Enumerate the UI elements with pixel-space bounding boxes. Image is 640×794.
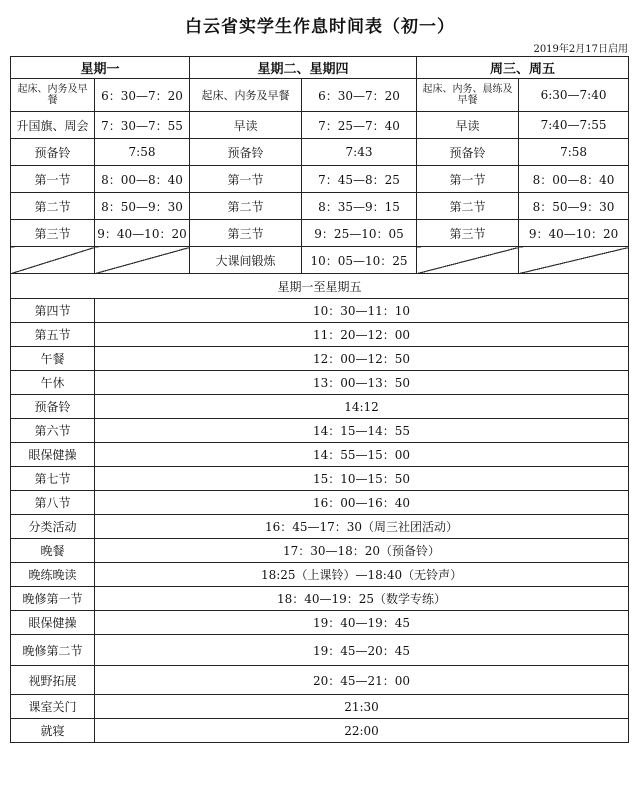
- break-label-cell: 大课间锻炼: [190, 247, 302, 274]
- daily-time-cell: 12：00—12：50: [95, 347, 629, 371]
- daily-time-cell: 19：40—19：45: [95, 611, 629, 635]
- daily-label-cell: 课室关门: [11, 695, 95, 719]
- daily-row: [11, 635, 629, 666]
- daily-row: [11, 467, 629, 491]
- daily-row: [11, 587, 629, 611]
- daily-row: [11, 299, 629, 323]
- daily-time-cell: 14：15—14：55: [95, 419, 629, 443]
- daily-time-cell: 17：30—18：20（预备铃）: [95, 539, 629, 563]
- a-label-cell: 预备铃: [11, 139, 95, 166]
- daily-time-cell: 22:00: [95, 719, 629, 743]
- a-time-cell: 7:58: [95, 139, 190, 166]
- daily-label-cell: 视野拓展: [11, 666, 95, 695]
- a-time-cell: 7：30—7：55: [95, 112, 190, 139]
- daily-row: [11, 347, 629, 371]
- b-label-cell: 预备铃: [190, 139, 302, 166]
- c-time-cell: 8：00—8：40: [519, 166, 629, 193]
- schedule-table: [10, 56, 629, 743]
- c-label-cell: 第二节: [417, 193, 519, 220]
- daily-label-cell: 晚练晚读: [11, 563, 95, 587]
- c-time-cell: 7:40—7:55: [519, 112, 629, 139]
- a-time-cell: 8：50—9：30: [95, 193, 190, 220]
- a-label-cell: 第一节: [11, 166, 95, 193]
- b-label-cell: 第二节: [190, 193, 302, 220]
- b-time-cell: 8：35—9：15: [302, 193, 417, 220]
- empty-cell: [95, 247, 190, 274]
- c-time-cell: 9：40—10：20: [519, 220, 629, 247]
- a-label-cell: 升国旗、周会: [11, 112, 95, 139]
- daily-time-cell: 13：00—13：50: [95, 371, 629, 395]
- a-label-cell: 第二节: [11, 193, 95, 220]
- schedule-row: [11, 139, 629, 166]
- daily-time-cell: 21:30: [95, 695, 629, 719]
- all-week-row: [11, 274, 629, 299]
- c-label-cell: 早读: [417, 112, 519, 139]
- daily-row: [11, 666, 629, 695]
- daily-time-cell: 20：45—21：00: [95, 666, 629, 695]
- daily-row: [11, 611, 629, 635]
- schedule-row: [11, 166, 629, 193]
- b-label-cell: 第三节: [190, 220, 302, 247]
- daily-label-cell: 第八节: [11, 491, 95, 515]
- daily-time-cell: 16：45—17：30（周三社团活动）: [95, 515, 629, 539]
- daily-row: [11, 695, 629, 719]
- daily-time-cell: 16：00—16：40: [95, 491, 629, 515]
- daily-time-cell: 19：45—20：45: [95, 635, 629, 666]
- daily-label-cell: 午休: [11, 371, 95, 395]
- a-time-cell: 8：00—8：40: [95, 166, 190, 193]
- daily-time-cell: 11：20—12：00: [95, 323, 629, 347]
- empty-cell: [519, 247, 629, 274]
- break-time-cell: 10：05—10：25: [302, 247, 417, 274]
- empty-cell: [417, 247, 519, 274]
- a-label-cell: 第三节: [11, 220, 95, 247]
- effective-date: 2019年2月17日启用: [533, 44, 628, 55]
- daily-row: [11, 395, 629, 419]
- daily-label-cell: 预备铃: [11, 395, 95, 419]
- daily-row: [11, 491, 629, 515]
- daily-label-cell: 眼保健操: [11, 611, 95, 635]
- a-time-cell: 6：30—7：20: [95, 79, 190, 112]
- daily-time-cell: 14:12: [95, 395, 629, 419]
- schedule-row: [11, 193, 629, 220]
- daily-label-cell: 晚修第二节: [11, 635, 95, 666]
- c-label-cell: 起床、内务、晨练及早餐: [417, 79, 519, 112]
- empty-cell: [11, 247, 95, 274]
- daily-label-cell: 晚修第一节: [11, 587, 95, 611]
- b-time-cell: 7:43: [302, 139, 417, 166]
- daily-label-cell: 就寝: [11, 719, 95, 743]
- daily-label-cell: 眼保健操: [11, 443, 95, 467]
- daily-row: [11, 419, 629, 443]
- c-time-cell: 7:58: [519, 139, 629, 166]
- b-label-cell: 第一节: [190, 166, 302, 193]
- schedule-row: [11, 112, 629, 139]
- all-week-header: 星期一至星期五: [11, 274, 629, 299]
- b-label-cell: 早读: [190, 112, 302, 139]
- header-monday: 星期一: [11, 57, 190, 79]
- header-row: [11, 57, 629, 79]
- daily-time-cell: 10：30—11：10: [95, 299, 629, 323]
- daily-label-cell: 第六节: [11, 419, 95, 443]
- daily-row: [11, 443, 629, 467]
- daily-time-cell: 18:25（上课铃）—18:40（无铃声）: [95, 563, 629, 587]
- c-label-cell: 第一节: [417, 166, 519, 193]
- c-time-cell: 6:30—7:40: [519, 79, 629, 112]
- b-time-cell: 9：25—10：05: [302, 220, 417, 247]
- daily-time-cell: 15：10—15：50: [95, 467, 629, 491]
- page-title: 白云省实学生作息时间表（初一）: [185, 17, 455, 37]
- c-label-cell: 第三节: [417, 220, 519, 247]
- break-row: [11, 247, 629, 274]
- schedule-row: [11, 220, 629, 247]
- daily-row: [11, 719, 629, 743]
- daily-row: [11, 323, 629, 347]
- b-time-cell: 7：25—7：40: [302, 112, 417, 139]
- a-time-cell: 9：40—10：20: [95, 220, 190, 247]
- b-label-cell: 起床、内务及早餐: [190, 79, 302, 112]
- c-label-cell: 预备铃: [417, 139, 519, 166]
- schedule-row: [11, 79, 629, 112]
- daily-label-cell: 午餐: [11, 347, 95, 371]
- daily-row: [11, 539, 629, 563]
- daily-label-cell: 第五节: [11, 323, 95, 347]
- daily-row: [11, 515, 629, 539]
- daily-time-cell: 18：40—19：25（数学专练）: [95, 587, 629, 611]
- c-time-cell: 8：50—9：30: [519, 193, 629, 220]
- daily-label-cell: 分类活动: [11, 515, 95, 539]
- daily-label-cell: 第四节: [11, 299, 95, 323]
- a-label-cell: 起床、内务及早餐: [11, 79, 95, 112]
- b-time-cell: 7：45—8：25: [302, 166, 417, 193]
- header-tue-thu: 星期二、星期四: [190, 57, 417, 79]
- header-wed-fri: 周三、周五: [417, 57, 629, 79]
- daily-row: [11, 563, 629, 587]
- daily-row: [11, 371, 629, 395]
- daily-time-cell: 14：55—15：00: [95, 443, 629, 467]
- b-time-cell: 6：30—7：20: [302, 79, 417, 112]
- daily-label-cell: 第七节: [11, 467, 95, 491]
- daily-label-cell: 晚餐: [11, 539, 95, 563]
